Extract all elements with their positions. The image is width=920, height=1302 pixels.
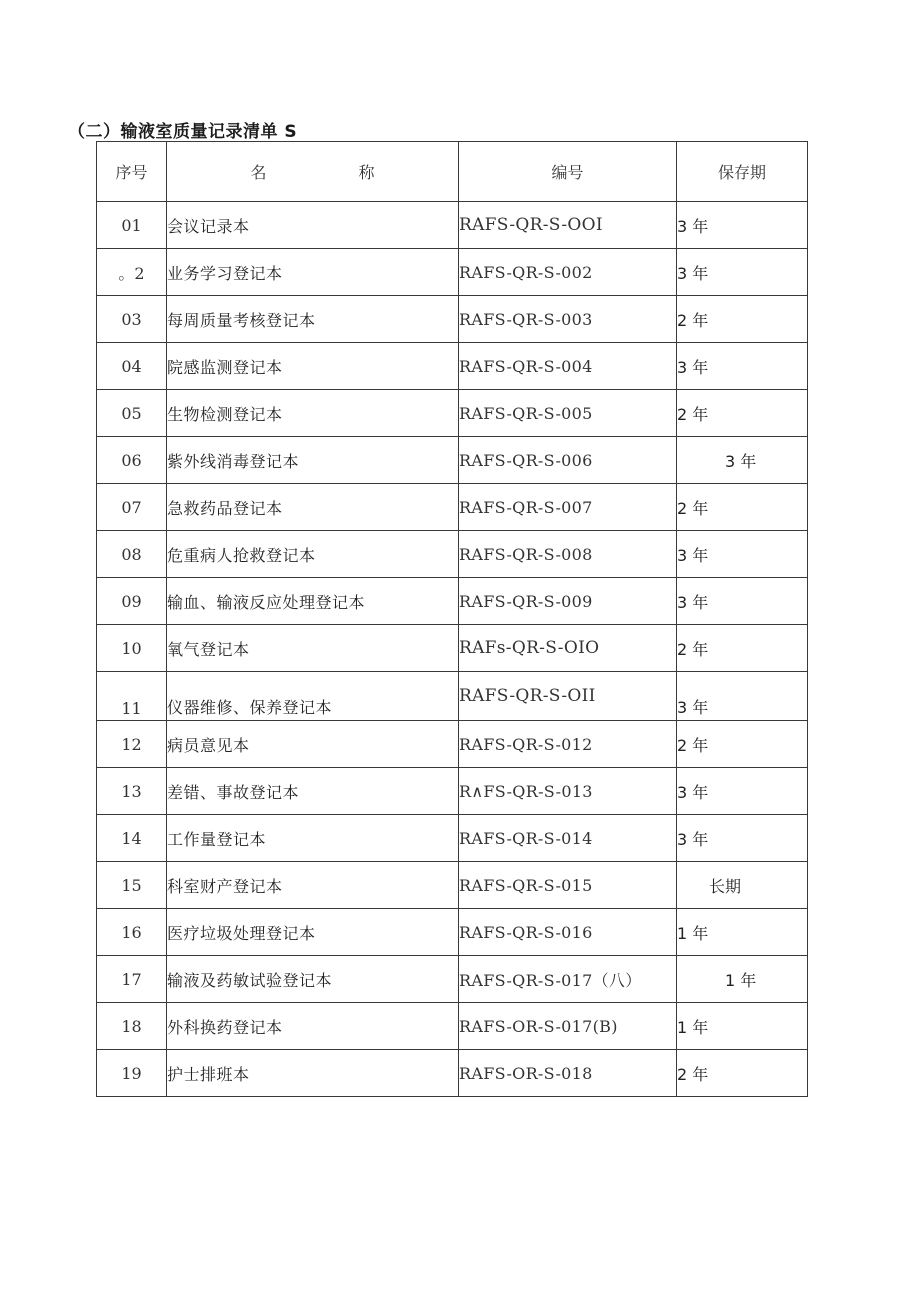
- cell-keep: 3 年: [677, 343, 808, 390]
- cell-name: 急救药品登记本: [167, 484, 459, 531]
- cell-keep: 3 年: [677, 531, 808, 578]
- header-code: 编号: [459, 142, 677, 202]
- cell-seq: 17: [97, 956, 167, 1003]
- cell-seq: 13: [97, 768, 167, 815]
- cell-code: RAFS-QR-S-012: [459, 721, 677, 768]
- cell-keep: 3 年: [677, 202, 808, 249]
- cell-seq: 14: [97, 815, 167, 862]
- cell-seq: 。2: [97, 249, 167, 296]
- table-row: [97, 390, 808, 437]
- table-row: [97, 484, 808, 531]
- cell-code: RAFS-QR-S-015: [459, 862, 677, 909]
- cell-code: RAFS-QR-S-017（八）: [459, 956, 677, 1003]
- cell-code: RAFS-QR-S-OII: [459, 672, 677, 721]
- cell-seq: 07: [97, 484, 167, 531]
- page-title: （二）输液室质量记录清单 S: [68, 122, 298, 142]
- cell-code: RAFS-QR-S-003: [459, 296, 677, 343]
- table-row: [97, 768, 808, 815]
- table-row: [97, 531, 808, 578]
- cell-keep: 2 年: [677, 625, 808, 672]
- table-row: [97, 202, 808, 249]
- cell-name: 外科换药登记本: [167, 1003, 459, 1050]
- cell-code: RAFS-QR-S-009: [459, 578, 677, 625]
- cell-code: RAFS-QR-S-005: [459, 390, 677, 437]
- cell-name: 氧气登记本: [167, 625, 459, 672]
- cell-seq: 11: [97, 672, 167, 721]
- cell-name: 护士排班本: [167, 1050, 459, 1097]
- cell-seq: 05: [97, 390, 167, 437]
- cell-seq: 10: [97, 625, 167, 672]
- table-row: [97, 343, 808, 390]
- cell-seq: 09: [97, 578, 167, 625]
- table-row: [97, 815, 808, 862]
- cell-code: RAFS-OR-S-017(B): [459, 1003, 677, 1050]
- cell-seq: 04: [97, 343, 167, 390]
- header-name: [167, 142, 459, 202]
- cell-code: RAFS-QR-S-OOI: [459, 202, 677, 249]
- header-name-left: 名: [250, 163, 267, 182]
- cell-code: RAFS-QR-S-008: [459, 531, 677, 578]
- cell-seq: 16: [97, 909, 167, 956]
- cell-keep: 2 年: [677, 721, 808, 768]
- record-list-table: [96, 141, 808, 1097]
- table-row: [97, 1003, 808, 1050]
- cell-keep: 2 年: [677, 1050, 808, 1097]
- cell-name: 输液及药敏试验登记本: [167, 956, 459, 1003]
- table-row: [97, 249, 808, 296]
- table-row: [97, 1050, 808, 1097]
- cell-keep: 3 年: [677, 672, 808, 721]
- table-row: [97, 909, 808, 956]
- cell-code: RAFS-QR-S-004: [459, 343, 677, 390]
- cell-keep: 2 年: [677, 296, 808, 343]
- cell-name: 院感监测登记本: [167, 343, 459, 390]
- table-row: [97, 672, 808, 721]
- cell-seq: 15: [97, 862, 167, 909]
- cell-name: 医疗垃圾处理登记本: [167, 909, 459, 956]
- cell-seq: 18: [97, 1003, 167, 1050]
- cell-keep: 3 年: [677, 249, 808, 296]
- cell-keep: 3 年: [677, 815, 808, 862]
- cell-name: 科室财产登记本: [167, 862, 459, 909]
- cell-keep: 3 年: [677, 578, 808, 625]
- table-row: [97, 862, 808, 909]
- cell-name: 危重病人抢救登记本: [167, 531, 459, 578]
- cell-keep: 1 年: [677, 909, 808, 956]
- cell-keep: 2 年: [677, 484, 808, 531]
- cell-keep: 2 年: [677, 390, 808, 437]
- cell-seq: 19: [97, 1050, 167, 1097]
- cell-keep: 3 年: [677, 437, 808, 484]
- cell-seq: 12: [97, 721, 167, 768]
- table-row: [97, 956, 808, 1003]
- cell-code: R∧FS-QR-S-013: [459, 768, 677, 815]
- cell-name: 输血、输液反应处理登记本: [167, 578, 459, 625]
- cell-name: 紫外线消毒登记本: [167, 437, 459, 484]
- cell-seq: 03: [97, 296, 167, 343]
- cell-seq: 08: [97, 531, 167, 578]
- cell-keep: 3 年: [677, 768, 808, 815]
- cell-keep: 1 年: [677, 956, 808, 1003]
- cell-name: 工作量登记本: [167, 815, 459, 862]
- table-header-row: [97, 142, 808, 202]
- cell-seq: 06: [97, 437, 167, 484]
- cell-code: RAFS-QR-S-006: [459, 437, 677, 484]
- cell-name: 生物检测登记本: [167, 390, 459, 437]
- cell-code: RAFS-QR-S-014: [459, 815, 677, 862]
- cell-keep: 长期: [677, 862, 808, 909]
- table-row: [97, 625, 808, 672]
- table-row: [97, 296, 808, 343]
- cell-keep: 1 年: [677, 1003, 808, 1050]
- cell-name: 仪器维修、保养登记本: [167, 672, 459, 721]
- table-row: [97, 437, 808, 484]
- table-row: [97, 578, 808, 625]
- cell-code: RAFS-QR-S-007: [459, 484, 677, 531]
- cell-name: 会议记录本: [167, 202, 459, 249]
- cell-name: 病员意见本: [167, 721, 459, 768]
- header-keep: 保存期: [677, 142, 808, 202]
- table-row: [97, 721, 808, 768]
- cell-code: RAFS-QR-S-002: [459, 249, 677, 296]
- cell-name: 差错、事故登记本: [167, 768, 459, 815]
- cell-name: 业务学习登记本: [167, 249, 459, 296]
- cell-code: RAFS-OR-S-018: [459, 1050, 677, 1097]
- header-name-right: 称: [358, 163, 375, 182]
- cell-code: RAFS-QR-S-016: [459, 909, 677, 956]
- cell-seq: 01: [97, 202, 167, 249]
- cell-code: RAFs-QR-S-OIO: [459, 625, 677, 672]
- cell-name: 每周质量考核登记本: [167, 296, 459, 343]
- header-seq: 序号: [97, 142, 167, 202]
